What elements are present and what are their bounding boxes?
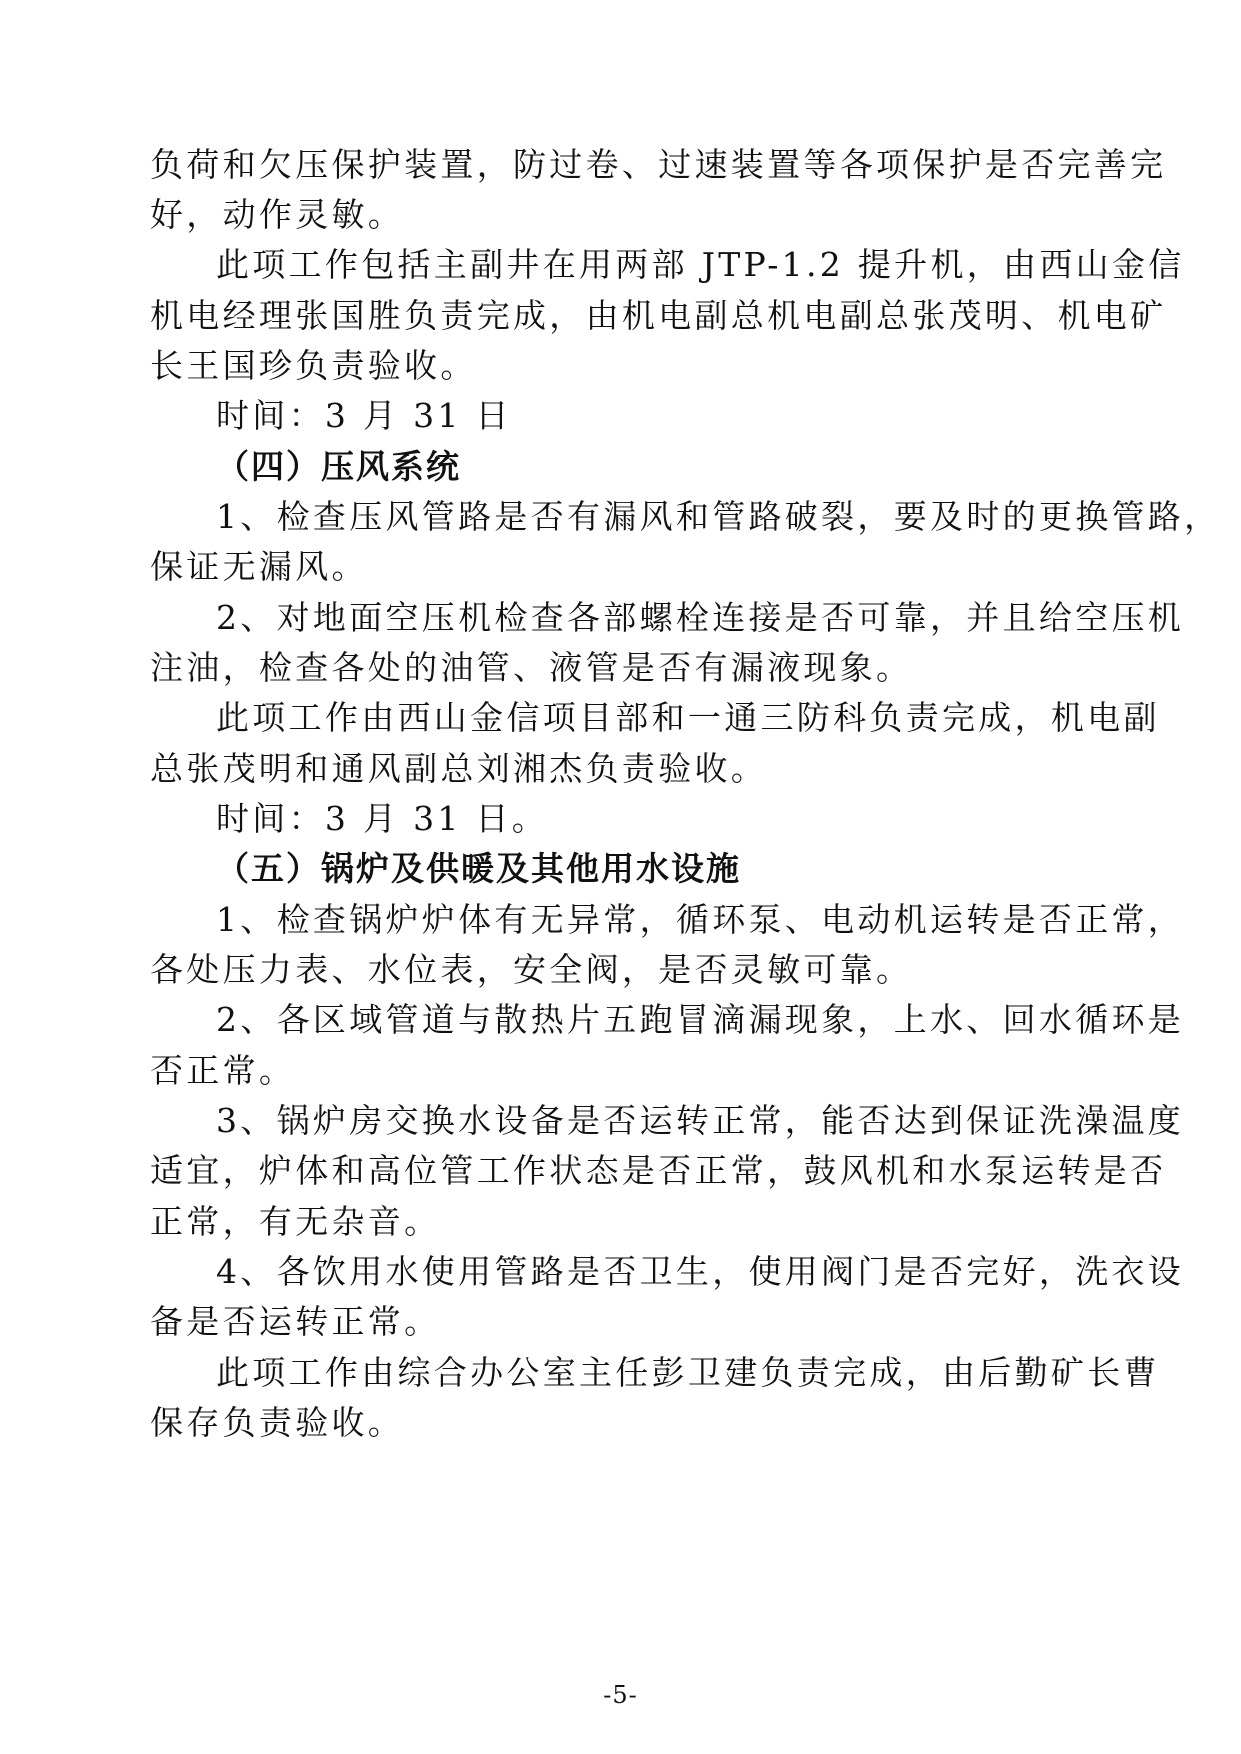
body-text-line: 注油，检查各处的油管、液管是否有漏液现象。 [150,648,913,687]
body-text-line: 3、锅炉房交换水设备是否运转正常，能否达到保证洗澡温度 [216,1101,1185,1140]
time-line: 时间：3 月 31 日 [216,396,512,435]
body-text-line: 2、各区域管道与散热片五跑冒滴漏现象，上水、回水循环是 [216,1000,1185,1039]
body-text-line: 4、各饮用水使用管路是否卫生，使用阀门是否完好，洗衣设 [216,1252,1185,1291]
body-text-line: 总张茂明和通风副总刘湘杰负责验收。 [150,749,768,788]
body-text-line: 好，动作灵敏。 [150,195,405,234]
time-line: 时间：3 月 31 日。 [216,799,549,838]
body-text-line: 此项工作包括主副井在用两部 JTP-1.2 提升机，由西山金信 [216,245,1185,284]
body-text-line: 各处压力表、水位表，安全阀，是否灵敏可靠。 [150,950,913,989]
section-heading-compressed-air: （四）压风系统 [216,447,461,486]
body-text-line: 适宜，炉体和高位管工作状态是否正常，鼓风机和水泵运转是否 [150,1151,1167,1190]
body-text-line: 1、检查压风管路是否有漏风和管路破裂，要及时的更换管路， [216,497,1221,536]
body-text-line: 此项工作由西山金信项目部和一通三防科负责完成，机电副 [216,698,1160,737]
body-text-line: 保证无漏风。 [150,547,368,586]
body-text-line: 2、对地面空压机检查各部螺栓连接是否可靠，并且给空压机 [216,598,1185,637]
body-text-line: 正常，有无杂音。 [150,1202,441,1241]
body-text-line: 1、检查锅炉炉体有无异常，循环泵、电动机运转是否正常， [216,900,1185,939]
body-text-line: 备是否运转正常。 [150,1302,441,1341]
body-text-line: 保存负责验收。 [150,1403,405,1442]
body-text-line: 机电经理张国胜负责完成，由机电副总机电副总张茂明、机电矿 [150,296,1167,335]
body-text-line: 负荷和欠压保护装置，防过卷、过速装置等各项保护是否完善完 [150,145,1167,184]
page-number: -5- [603,1681,638,1709]
body-text-line: 否正常。 [150,1051,296,1090]
body-text-line: 此项工作由综合办公室主任彭卫建负责完成，由后勤矿长曹 [216,1353,1160,1392]
section-heading-boiler-heating: （五）锅炉及供暖及其他用水设施 [216,849,741,888]
body-text-line: 长王国珍负责验收。 [150,346,477,385]
